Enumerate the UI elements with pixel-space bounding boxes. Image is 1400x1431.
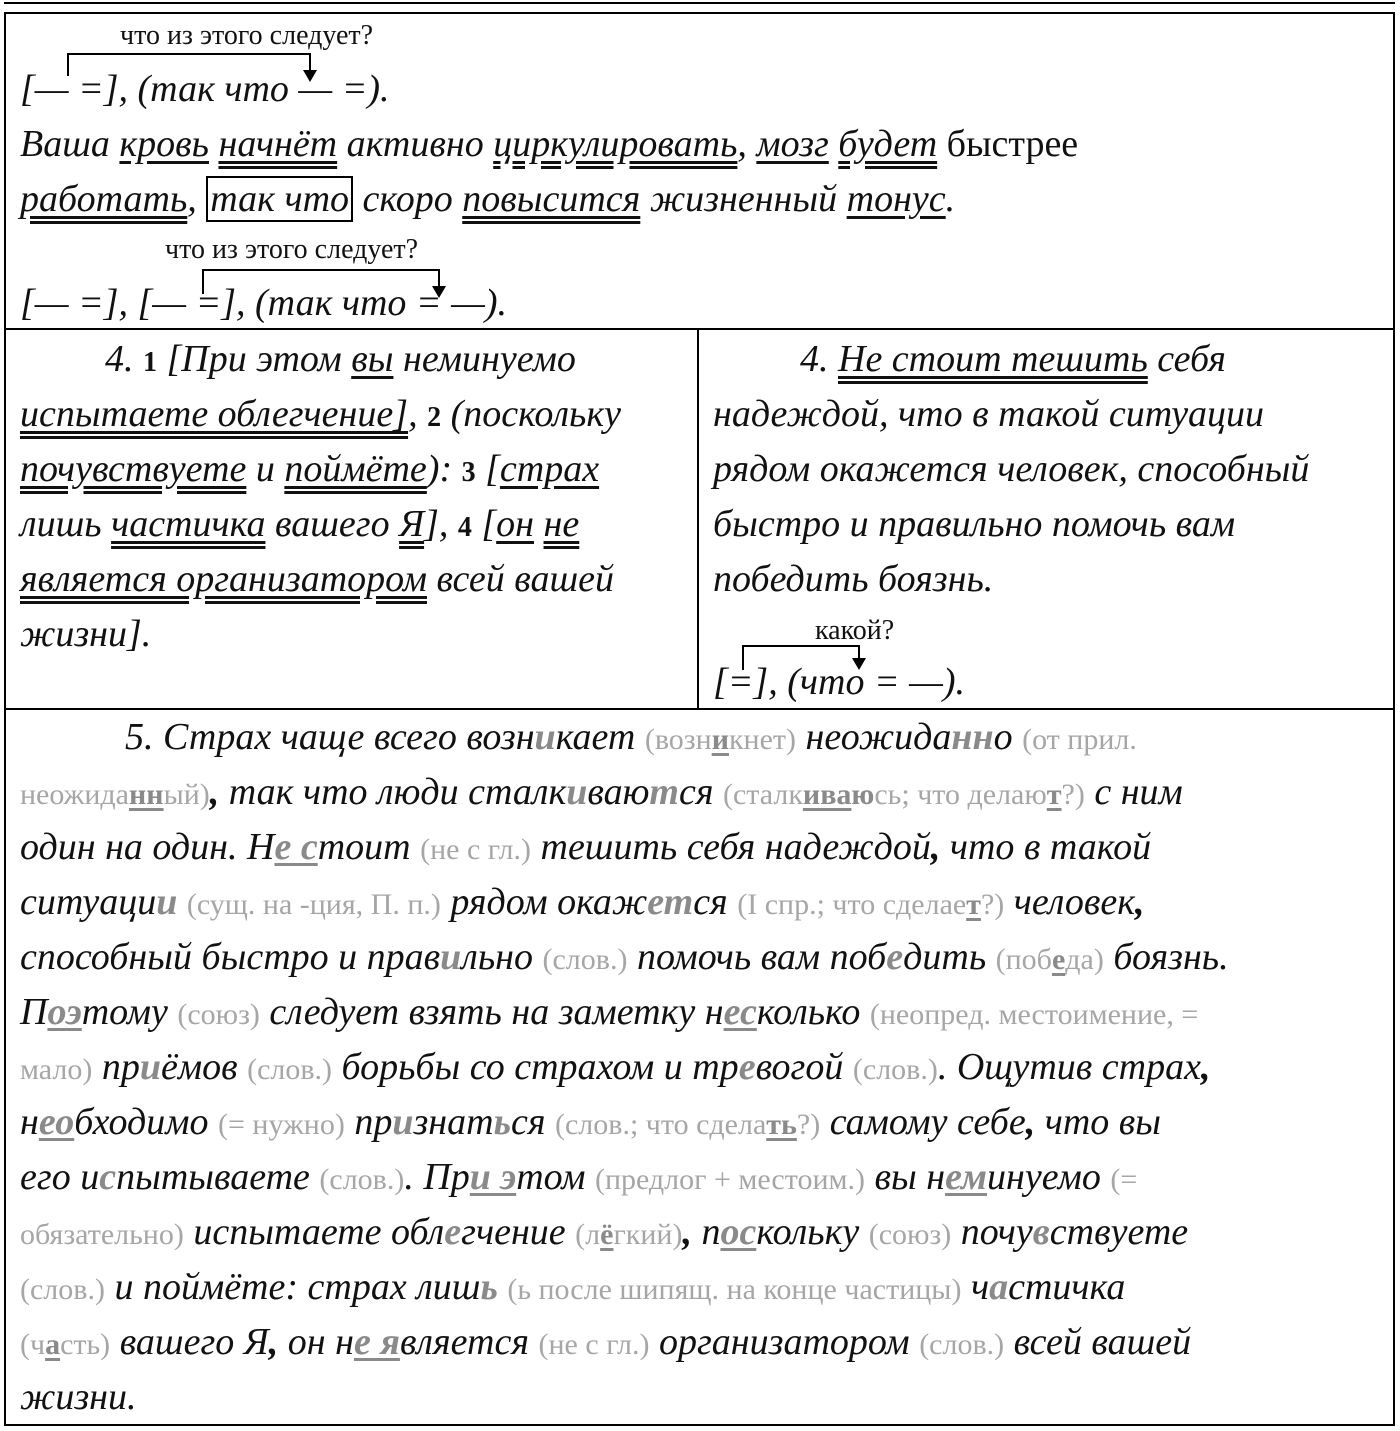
note: обязательно) — [20, 1218, 184, 1251]
clause-number: 2 — [427, 402, 442, 433]
clause-number: 4 — [457, 512, 472, 543]
hl: т — [649, 771, 679, 813]
predicate-cirkulirovat: циркулировать — [493, 123, 738, 165]
sentence1-line2 — [20, 180, 955, 218]
s4left-line1 — [105, 340, 576, 378]
note: (слов.) — [247, 1053, 333, 1086]
subject-tonus: тонус — [846, 178, 946, 220]
s4left-line4 — [20, 505, 579, 543]
s5-line-12: (часть) вашего Я, он не является (не с гл.) организатором (слов.) всей вашей — [20, 1321, 1192, 1363]
top-rule — [4, 2, 1395, 4]
hl: в — [1032, 1211, 1050, 1253]
s5-line-13: жизни. — [20, 1376, 137, 1418]
s5-line-11: (слов.) и поймёте: страх лишь (ь после шипящ. на конце частицы) частичка — [20, 1266, 1126, 1308]
hl: е — [738, 1046, 756, 1088]
hl: и — [139, 1046, 161, 1088]
note: (слов.) — [20, 1273, 105, 1306]
note: (часть) — [20, 1328, 111, 1361]
scheme2-question: что из этого следует? — [165, 234, 419, 265]
note: (ь после шипящ. на конце частицы) — [507, 1273, 962, 1306]
text: [ — [471, 503, 497, 545]
predicate: не — [543, 503, 580, 545]
s4left-line5 — [20, 560, 614, 598]
s4left-line3 — [20, 450, 599, 488]
predicate: частичка — [111, 503, 266, 545]
s4right-question: какой? — [815, 615, 895, 646]
row-divider-2 — [4, 708, 1395, 710]
s5-line-7: мало) приёмов (слов.) борьбы со страхом и тревогой (слов.). Ощутив страх, — [20, 1046, 1211, 1088]
hl: ет — [647, 881, 694, 923]
note: (союз) — [868, 1218, 952, 1251]
text: , — [408, 393, 428, 435]
hl: и — [440, 936, 462, 978]
note: (не с гл.) — [420, 833, 531, 866]
hl: и — [392, 1101, 414, 1143]
hl: оэ — [47, 991, 82, 1033]
hl: ео — [38, 1101, 75, 1143]
note: (победа) — [995, 943, 1104, 976]
subject: вы — [351, 338, 394, 380]
punct: , — [737, 123, 757, 165]
note: (сталкиваюсь; что делают?) — [723, 778, 1085, 811]
predicate-povysitsya: повысится — [462, 178, 641, 220]
text: себя — [1147, 338, 1226, 380]
punct: , — [187, 178, 207, 220]
note: (= — [1110, 1163, 1138, 1196]
note: (слов.) — [542, 943, 628, 976]
note: (слов.; что сделать?) — [555, 1108, 821, 1141]
text: ): — [426, 448, 462, 490]
word: Ваша — [20, 123, 120, 165]
hl: и э — [469, 1156, 517, 1198]
note: (союз) — [177, 998, 260, 1031]
hl: и — [566, 771, 588, 813]
text: и — [246, 448, 285, 490]
s5-line-2: неожиданный), так что люди сталкиваются (сталкиваюсь; что делают?) с ним — [20, 771, 1183, 813]
hl: нн — [951, 716, 994, 758]
scheme2: [— =], [— =], (так что = —). — [20, 282, 508, 324]
predicate: почувствуете — [20, 448, 247, 490]
column-divider — [697, 329, 699, 709]
note: (I спр.; что сделает?) — [737, 888, 1005, 921]
predicate: является организатором — [20, 558, 427, 600]
note: (неопред. местоимение, = — [869, 998, 1199, 1031]
note: неожиданный) — [20, 778, 210, 811]
s4right-line3: рядом окажется человек, способный — [713, 448, 1310, 490]
s5-line-9: его испытываете (слов.). При этом (предлог + местоим.) вы неминуемо (= — [20, 1156, 1138, 1198]
text: всей вашей — [426, 558, 614, 600]
note: (слов.) — [919, 1328, 1005, 1361]
hl: ес — [723, 991, 757, 1033]
s4left-line6: жизни]. — [20, 613, 152, 655]
note: (от прил. — [1022, 723, 1137, 756]
s4left-line2 — [20, 395, 621, 433]
s4right-line2: надеждой, что в такой ситуации — [713, 393, 1265, 435]
hl: и — [156, 881, 178, 923]
text: [ — [475, 448, 500, 490]
hl: ь — [493, 1101, 511, 1143]
s5-line-1: 5. Страх чаще всего возникает (возникнет) неожиданно (от прил. — [125, 716, 1137, 758]
subject-mozg: мозг — [756, 123, 829, 165]
text — [534, 503, 544, 545]
s5-line-4: ситуации (сущ. на -ция, П. п.) рядом окажется (I спр.; что сделает?) человек, — [20, 881, 1145, 923]
scheme1: [— =], (так что — =). — [20, 68, 390, 110]
word: быстрее — [937, 123, 1079, 165]
s5-line-6: Поэтому (союз) следует взять на заметку несколько (неопред. местоимение, = — [20, 991, 1199, 1033]
clause-number: 3 — [461, 457, 476, 488]
s4right-line5: победить боязнь. — [713, 558, 994, 600]
hl: е — [886, 936, 904, 978]
space — [829, 123, 839, 165]
hl: е я — [353, 1321, 400, 1363]
predicate: испытаете облегчение] — [20, 393, 409, 435]
hl: е с — [274, 826, 318, 868]
hl: с — [99, 1156, 117, 1198]
punct: . — [945, 178, 956, 220]
s4right-scheme: [=], (что = —). — [713, 661, 966, 703]
subject: он — [496, 503, 535, 545]
note: (сущ. на -ция, П. п.) — [186, 888, 441, 921]
note: (слов.) — [319, 1163, 405, 1196]
item-number: 4. — [105, 338, 143, 380]
s5-line-8: необходимо (= нужно) признаться (слов.; что сделать?) самому себе, что вы — [20, 1101, 1162, 1143]
text: неминуемо — [393, 338, 576, 380]
note: (слов.) — [852, 1053, 938, 1086]
text: вашего — [265, 503, 400, 545]
word: жизненный — [640, 178, 847, 220]
predicate: поймёте — [284, 448, 427, 490]
clause-number: 1 — [143, 347, 157, 378]
hl: ем — [945, 1156, 988, 1198]
hl: и — [534, 716, 556, 758]
s5-line-3: один на один. Не стоит (не с гл.) тешить себя надеждой, что в такой — [20, 826, 1152, 868]
text: [При этом — [157, 338, 352, 380]
note: (предлог + местоим.) — [594, 1163, 865, 1196]
predicate: Не стоит тешить — [838, 338, 1148, 380]
text: (поскольку — [441, 393, 621, 435]
s5-line-10: обязательно) испытаете облегчение (лёгкий), поскольку (союз) почувствуете — [20, 1211, 1189, 1253]
subject: страх — [499, 448, 600, 490]
row-divider-1 — [4, 328, 1395, 330]
conjunction-box: так что — [206, 176, 353, 222]
word: активно — [337, 123, 494, 165]
scheme1-question: что из этого следует? — [120, 20, 374, 51]
subject-kровь: кровь — [119, 123, 209, 165]
note: (лёгкий) — [575, 1218, 683, 1251]
item-number: 4. — [800, 338, 838, 380]
note: (= нужно) — [217, 1108, 345, 1141]
hl: ь — [480, 1266, 498, 1308]
s5-line-5: способный быстро и правильно (слов.) помочь вам победить (победа) боязнь. — [20, 936, 1229, 978]
sentence1-line1 — [20, 125, 1078, 163]
text: ], — [424, 503, 458, 545]
note: мало) — [20, 1053, 93, 1086]
word: скоро — [353, 178, 463, 220]
s4right-line4: быстро и правильно помочь вам — [713, 503, 1236, 545]
hl: е — [444, 1211, 462, 1253]
note: (возникнет) — [644, 723, 797, 756]
hl: ос — [720, 1211, 757, 1253]
text: лишь — [20, 503, 112, 545]
note: (не с гл.) — [538, 1328, 650, 1361]
hl: а — [989, 1266, 1009, 1308]
predicate-rabotat: работать — [20, 178, 188, 220]
s4right-line1 — [800, 340, 1226, 378]
predicate-nachnet: начнёт — [218, 123, 338, 165]
predicate: Я — [399, 503, 425, 545]
predicate-budet: будет — [838, 123, 938, 165]
